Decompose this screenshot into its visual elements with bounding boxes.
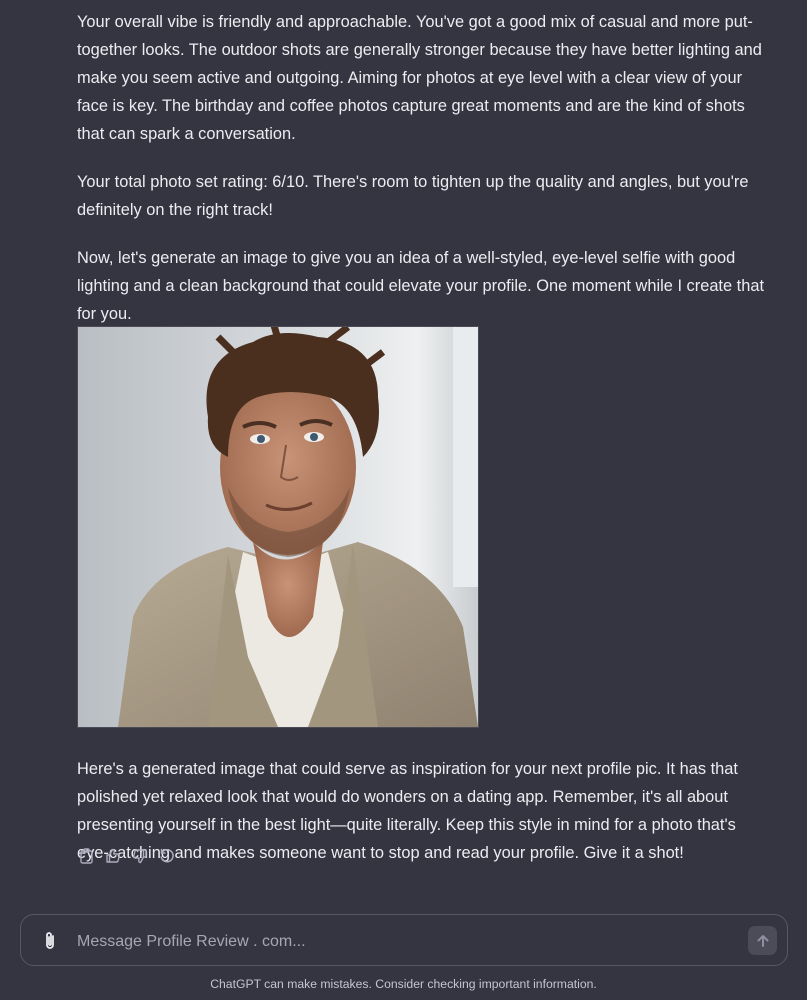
paperclip-icon[interactable]: [39, 930, 61, 952]
copy-icon[interactable]: [77, 847, 95, 865]
assistant-message: [77, 8, 767, 887]
arrow-up-icon: [755, 933, 771, 949]
portrait-illustration: [78, 327, 478, 727]
message-paragraph: Now, let's generate an image to give you an idea of a well-styled, eye-level selfie with good lighting and a clean background that could elevate your profile. One moment while I create that for you.: [77, 249, 764, 323]
message-composer: [20, 914, 788, 966]
message-input[interactable]: [75, 927, 719, 957]
generated-portrait-image[interactable]: [77, 326, 479, 728]
disclaimer-text: ChatGPT can make mistakes. Consider checking important information.: [210, 977, 597, 991]
thumbs-down-icon[interactable]: [131, 847, 149, 865]
message-paragraph: Here's a generated image that could serve as inspiration for your next profile pic. It has that polished yet relaxed look that would do wonders on a dating app. Remember, it's all about presenting yourself in the best light—quite literally. Keep this style in mind for a photo that's eye-catching and makes someone want to stop and read your profile. Give it a shot!: [77, 760, 738, 862]
thumbs-up-icon[interactable]: [104, 847, 122, 865]
message-paragraph: Your overall vibe is friendly and approachable. You've got a good mix of casual and more put-together looks. The outdoor shots are generally stronger because they have better lighting and make you seem active and outgoing. Aiming for photos at eye level with a clear view of your face is key. The birthday and coffee photos capture great moments and are the kind of shots that can spark a conversation.: [77, 13, 762, 143]
regenerate-icon[interactable]: [158, 847, 176, 865]
message-actions: [77, 847, 176, 865]
message-paragraph: Your total photo set rating: 6/10. There's room to tighten up the quality and angles, but you're definitely on the right track!: [77, 173, 749, 219]
send-button[interactable]: [748, 926, 777, 955]
